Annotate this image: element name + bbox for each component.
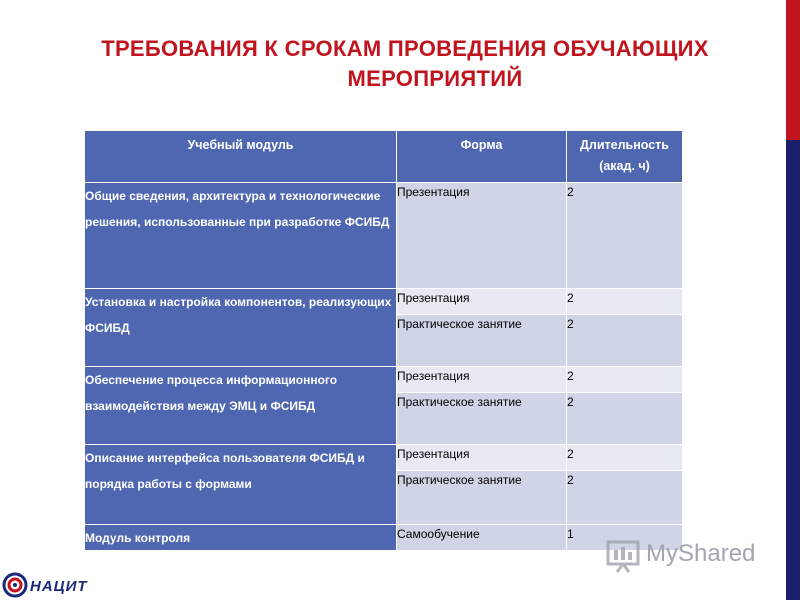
- form-cell: Практическое занятие: [397, 393, 567, 445]
- logo-text: НАЦИТ: [30, 578, 88, 595]
- form-cell: Презентация: [397, 367, 567, 393]
- module-cell: Описание интерфейса пользователя ФСИБД и порядка работы с формами: [85, 445, 397, 525]
- form-cell: Практическое занятие: [397, 315, 567, 367]
- table-header-row: [85, 131, 683, 183]
- schedule-table: [84, 130, 683, 551]
- hours-cell: 2: [567, 367, 683, 393]
- hours-cell: 2: [567, 393, 683, 445]
- page-title: [30, 34, 780, 94]
- table-row: [85, 183, 683, 289]
- module-cell: Установка и настройка компонентов, реализующих ФСИБД: [85, 289, 397, 367]
- side-bar-red: [786, 0, 800, 140]
- form-cell: Практическое занятие: [397, 471, 567, 525]
- page-title-line2: МЕРОПРИЯТИЙ: [347, 66, 523, 91]
- table-row: [85, 525, 683, 551]
- watermark-text: MyShared: [646, 540, 756, 567]
- form-cell: Презентация: [397, 289, 567, 315]
- form-cell: Презентация: [397, 183, 567, 289]
- table-row: [85, 367, 683, 393]
- hours-cell: 2: [567, 315, 683, 367]
- form-cell: Презентация: [397, 445, 567, 471]
- hours-cell: 1: [567, 525, 683, 551]
- header-module: Учебный модуль: [85, 131, 397, 183]
- page-title-line1: ТРЕБОВАНИЯ К СРОКАМ ПРОВЕДЕНИЯ ОБУЧАЮЩИХ: [101, 36, 709, 61]
- side-bar-navy: [786, 140, 800, 600]
- table-row: [85, 445, 683, 471]
- hours-cell: 2: [567, 289, 683, 315]
- hours-cell: 2: [567, 445, 683, 471]
- module-cell: Общие сведения, архитектура и технологические решения, использованные при разработке ФСИБД: [85, 183, 397, 289]
- module-cell: Обеспечение процесса информационного взаимодействия между ЭМЦ и ФСИБД: [85, 367, 397, 445]
- table-row: [85, 289, 683, 315]
- header-form: Форма: [397, 131, 567, 183]
- hours-cell: 2: [567, 183, 683, 289]
- hours-cell: 2: [567, 471, 683, 525]
- header-duration: Длительность (акад. ч): [567, 131, 683, 183]
- form-cell: Самообучение: [397, 525, 567, 551]
- module-cell: Модуль контроля: [85, 525, 397, 551]
